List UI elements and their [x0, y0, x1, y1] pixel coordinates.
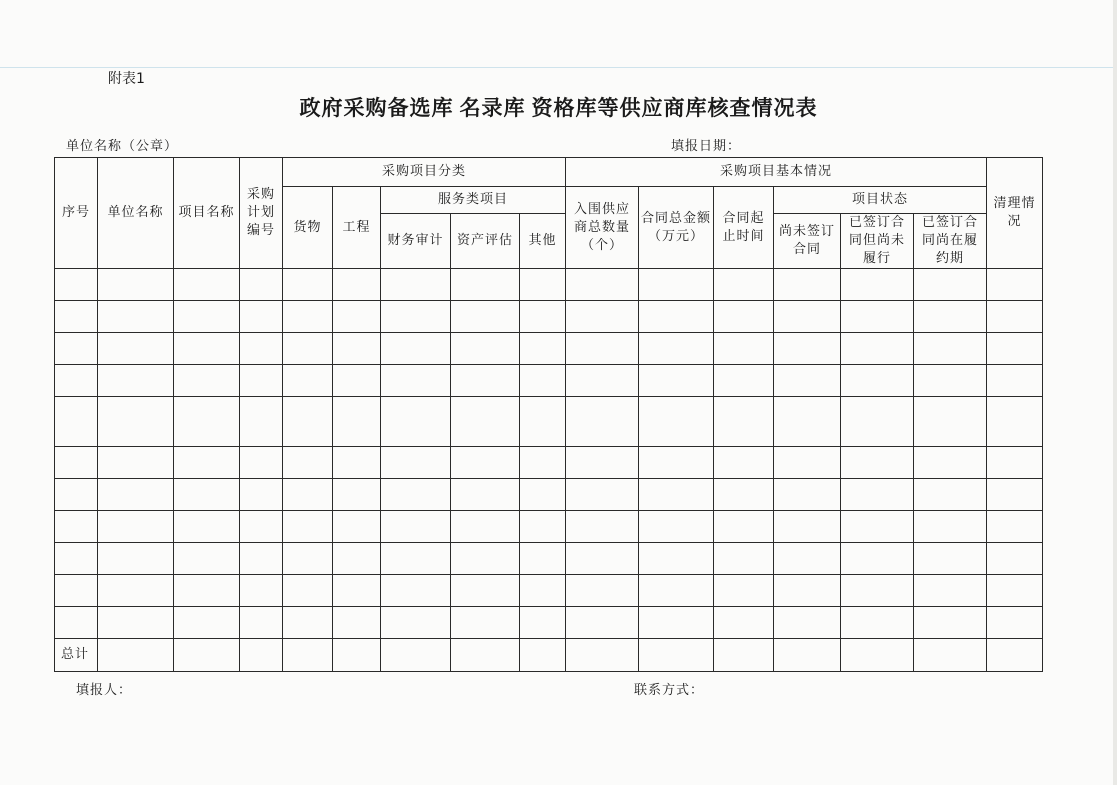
table-row [55, 269, 1043, 301]
header-seq: 序号 [55, 158, 98, 269]
table-row [55, 511, 1043, 543]
inspection-table [54, 157, 1043, 672]
header-project-name: 项目名称 [174, 158, 240, 269]
table-row [55, 543, 1043, 575]
table-row [55, 607, 1043, 639]
table-row [55, 301, 1043, 333]
header-engineering: 工程 [333, 187, 381, 269]
header-unit-name: 单位名称 [98, 158, 174, 269]
header-basic-group: 采购项目基本情况 [566, 158, 987, 187]
header-in-performance: 已签订合同尚在履约期 [914, 214, 987, 269]
header-goods: 货物 [283, 187, 333, 269]
table-row [55, 333, 1043, 365]
filler-label: 填报人： [76, 683, 133, 698]
table-row [55, 479, 1043, 511]
fill-date-label: 填报日期： [671, 139, 742, 154]
header-audit: 财务审计 [381, 214, 451, 269]
header-service-group: 服务类项目 [381, 187, 566, 214]
contact-label: 联系方式： [634, 683, 705, 698]
unit-name-label: 单位名称（公章） [66, 139, 179, 154]
table-row [55, 365, 1043, 397]
header-supplier-count: 入围供应商总数量（个） [566, 187, 639, 269]
header-other: 其他 [520, 214, 566, 269]
title-part-2: 名录库 [459, 95, 526, 120]
table-row [55, 397, 1043, 447]
page-top-line [0, 67, 1117, 68]
document-title [0, 92, 1117, 122]
header-contract-amount: 合同总金额（万元） [639, 187, 714, 269]
header-cleanup: 清理情况 [987, 158, 1043, 269]
table-row [55, 575, 1043, 607]
title-part-1: 政府采购备选库 [299, 95, 454, 120]
header-contract-period: 合同起止时间 [714, 187, 774, 269]
header-category-group: 采购项目分类 [283, 158, 566, 187]
header-not-signed: 尚未签订合同 [774, 214, 841, 269]
table-row [55, 447, 1043, 479]
total-row [55, 639, 1043, 672]
annex-label: 附表1 [108, 71, 145, 87]
total-label: 总计 [55, 639, 98, 672]
header-plan-no: 采购计划编号 [240, 158, 283, 269]
title-part-3: 资格库等供应商库核查情况表 [531, 95, 818, 120]
header-status-group: 项目状态 [774, 187, 987, 214]
table-body [55, 269, 1043, 672]
header-asset-eval: 资产评估 [451, 214, 520, 269]
header-signed-not-performed: 已签订合同但尚未履行 [841, 214, 914, 269]
